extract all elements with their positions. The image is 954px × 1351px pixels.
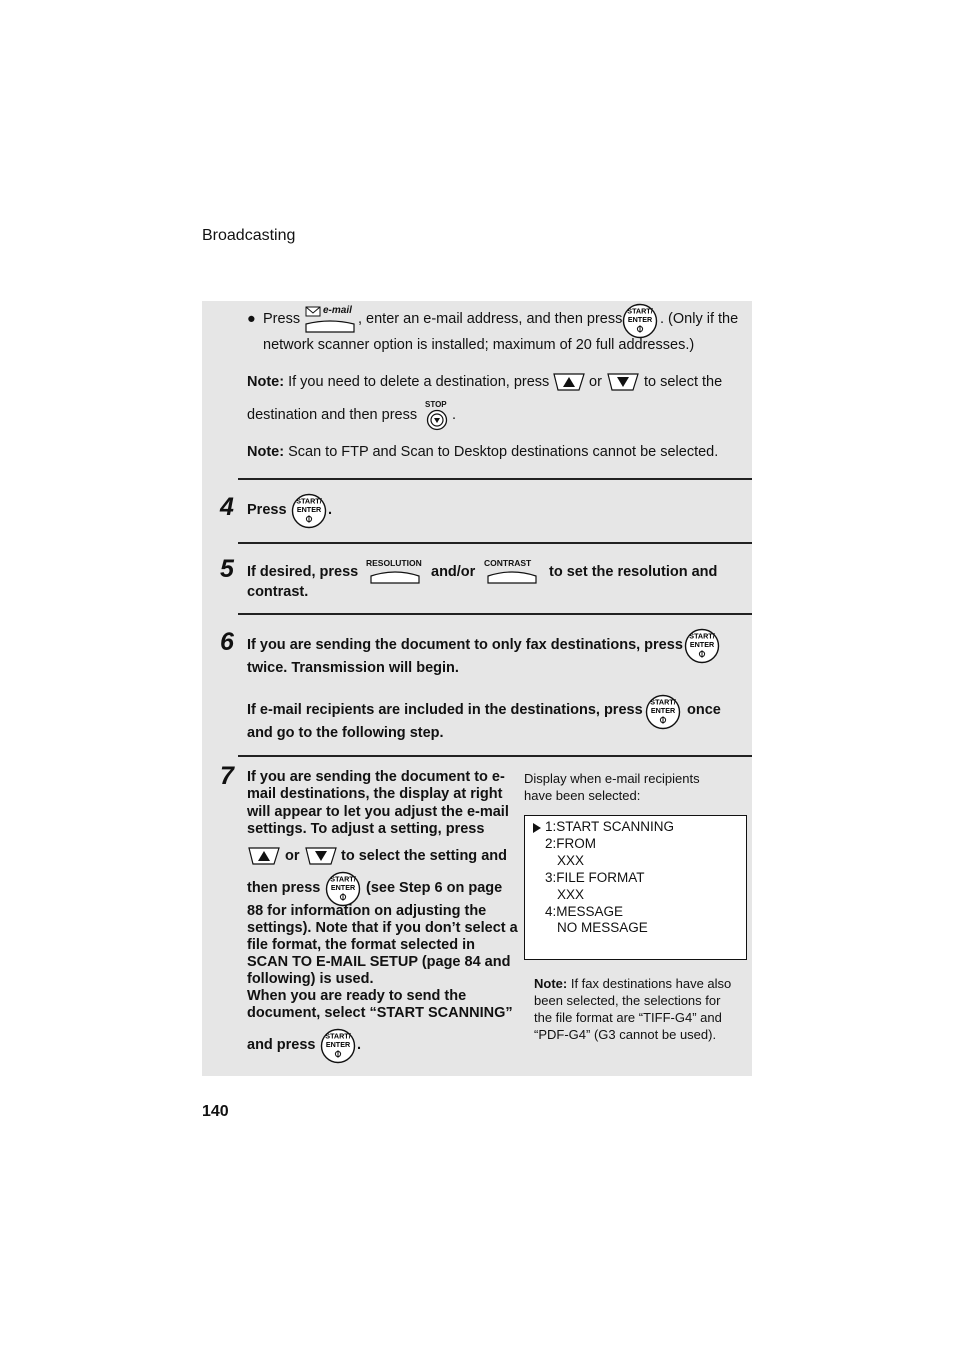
side-note-label: Note: (534, 976, 568, 991)
up-arrow-button-icon (248, 847, 280, 865)
lcd-display (524, 815, 747, 960)
start-enter-button-icon (684, 628, 720, 664)
selection-cursor-icon (533, 823, 541, 833)
divider (238, 478, 752, 480)
step-7-line: settings. To adjust a setting, press (247, 820, 485, 837)
step-7-and-press: and press (247, 1037, 316, 1053)
step-7-line: mail destinations, the display at right (247, 786, 503, 803)
step-7-top (247, 769, 509, 838)
step-7-line: If you are sending the document to e- (247, 769, 505, 785)
step-6-p1-line1: If you are sending the document to only fax destinations, press (247, 637, 683, 653)
step-7-line: file format, the format selected in (247, 937, 476, 953)
note1-text-b: to select the (644, 374, 723, 390)
step-7-select-text: to select the setting and (341, 848, 507, 864)
step-6-p1-line2: twice. Transmission will begin. (247, 660, 459, 676)
note1-end: . (452, 407, 457, 423)
lcd-line: XXX (557, 853, 585, 868)
start-enter-button-icon (320, 1028, 356, 1064)
contrast-button-icon (487, 570, 537, 584)
note1-line2: destination and then press (247, 407, 418, 423)
page-number: 140 (202, 1103, 229, 1120)
bullet-dot: ● (247, 311, 256, 327)
step-6-p2-once: once (687, 702, 721, 718)
note1-or: or (589, 374, 602, 390)
lcd-line: NO MESSAGE (557, 920, 648, 935)
note2-label: Note: (247, 444, 285, 460)
start-enter-button-icon (291, 493, 327, 529)
display-caption-line: Display when e-mail recipients (524, 771, 700, 786)
resolution-button-icon (370, 570, 420, 584)
step-7-line: SCAN TO E-MAIL SETUP (page 84 and (247, 954, 511, 970)
display-caption-line: have been selected: (524, 788, 641, 803)
lcd-line: 4:MESSAGE (545, 904, 624, 919)
side-note-line: the file format are “TIFF-G4” and (534, 1010, 722, 1025)
down-arrow-button-icon (607, 373, 639, 391)
step-5-line2: contrast. (247, 584, 309, 600)
step-6-p2-line1: If e-mail recipients are included in the destinations, press (247, 702, 643, 718)
bullet-suffix: . (Only if the (660, 311, 739, 327)
email-button-label: e-mail (323, 305, 352, 316)
start-enter-button-icon (325, 871, 361, 907)
step-7-number: 7 (220, 762, 234, 790)
divider (238, 542, 752, 544)
step-7-line: settings). Note that if you don’t select a (247, 920, 518, 936)
start-enter-button-icon (622, 303, 658, 339)
step-7-line: following) is used. (247, 971, 374, 987)
start-enter-button-icon (645, 694, 681, 730)
resolution-label: RESOLUTION (366, 558, 422, 568)
step-6-p2-line2: and go to the following step. (247, 725, 444, 741)
note1-text-a: If you need to delete a destination, press (288, 374, 550, 390)
step-7-or: or (285, 848, 300, 864)
stop-button-icon (426, 409, 448, 431)
step-7-line: When you are ready to send the (247, 988, 467, 1004)
side-note-line: “PDF-G4” (G3 cannot be used). (534, 1027, 717, 1042)
step-4-number: 4 (220, 493, 234, 521)
divider (238, 755, 752, 757)
side-note-line1: If fax destinations have also (570, 976, 732, 991)
step-4-text: Press (247, 502, 287, 518)
step-5-number: 5 (220, 555, 234, 583)
lcd-line: 2:FROM (545, 836, 597, 851)
divider (238, 613, 752, 615)
contrast-label: CONTRAST (484, 558, 532, 568)
down-arrow-button-icon (305, 847, 337, 865)
step-7-line: 88 for information on adjusting the (247, 903, 487, 919)
note2-text: Scan to FTP and Scan to Desktop destinations cannot be selected. (288, 444, 719, 460)
bullet-line2: network scanner option is installed; maximum of 20 full addresses.) (263, 337, 695, 353)
note1-label: Note: (247, 374, 285, 390)
side-note (534, 975, 731, 1043)
step-5-text-a: If desired, press (247, 564, 359, 580)
step-7-then-press: then press (247, 880, 321, 896)
step-7-see-step: (see Step 6 on page (366, 880, 503, 896)
lcd-line: XXX (557, 887, 585, 902)
lcd-line: 1:START SCANNING (545, 819, 675, 834)
step-5-and-or: and/or (431, 564, 476, 580)
step-5-text-b: to set the resolution and (549, 564, 718, 580)
step-7-line: document, select “START SCANNING” (247, 1005, 513, 1021)
bullet-middle: , enter an e-mail address, and then press (358, 311, 623, 327)
section-header: Broadcasting (202, 227, 296, 244)
email-button (305, 305, 355, 333)
display-caption (524, 770, 700, 804)
step-7-line: will appear to let you adjust the e-mail (247, 803, 509, 820)
lcd-line: 3:FILE FORMAT (545, 870, 645, 885)
step-6-number: 6 (220, 628, 234, 656)
step-7-mid (247, 903, 518, 1022)
stop-label: STOP (425, 400, 447, 409)
step-4-end: . (328, 502, 333, 518)
bullet-prefix: Press (263, 311, 301, 327)
side-note-line: been selected, the selections for (534, 993, 721, 1008)
up-arrow-button-icon (553, 373, 585, 391)
step-7-end: . (357, 1037, 362, 1053)
